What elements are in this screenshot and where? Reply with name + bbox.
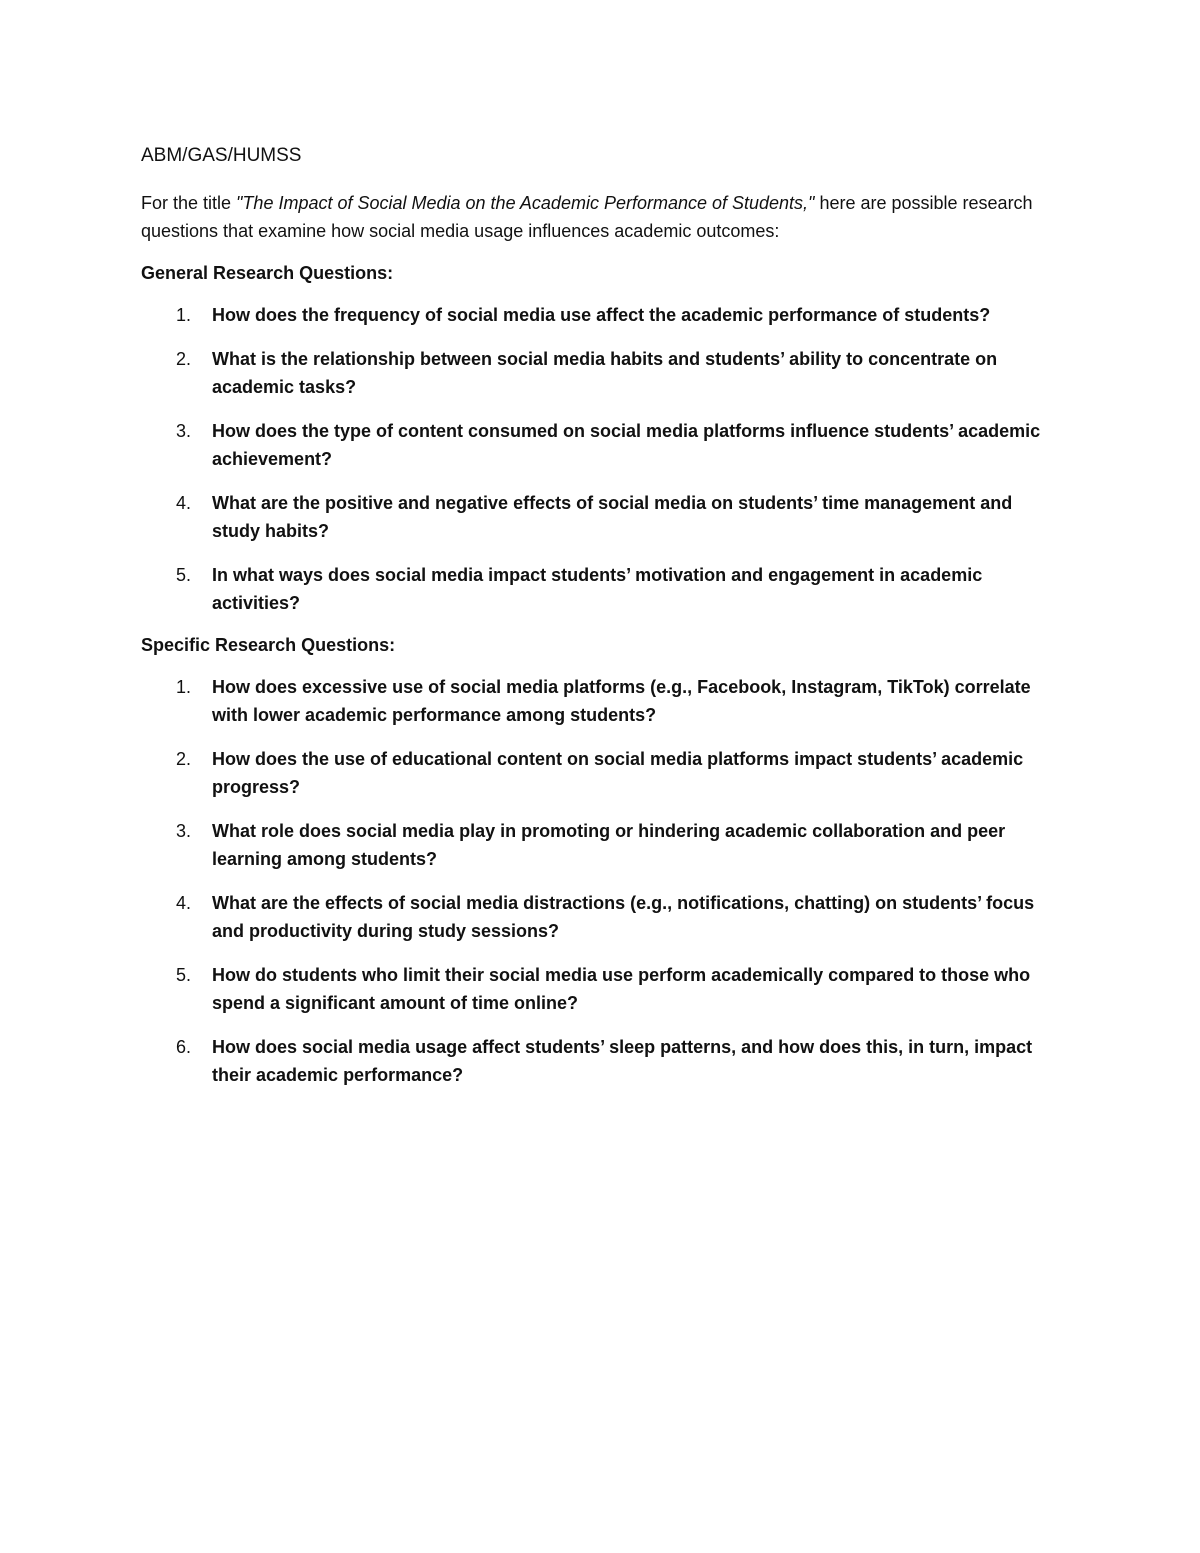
- question-text: How does social media usage affect students’ sleep patterns, and how does this, in turn, impact their academic performance?: [212, 1037, 1033, 1085]
- specific-questions-title: Specific Research Questions:: [141, 635, 396, 655]
- list-item: [141, 673, 1065, 729]
- list-number: 6.: [176, 1037, 192, 1057]
- general-questions-list: [141, 301, 1065, 617]
- intro-paragraph: [141, 189, 1065, 245]
- specific-questions-list: [141, 673, 1065, 1089]
- question-text: How does the frequency of social media use affect the academic performance of students?: [212, 305, 991, 325]
- intro-title: "The Impact of Social Media on the Academic Performance of Students,": [236, 193, 815, 213]
- list-number: 4.: [176, 893, 192, 913]
- list-item: [141, 961, 1065, 1017]
- list-number: 4.: [176, 493, 192, 513]
- list-item: [141, 889, 1065, 945]
- document-heading: ABM/GAS/HUMSS: [141, 145, 302, 166]
- list-number: 3.: [176, 821, 192, 841]
- list-number: 2.: [176, 749, 192, 769]
- intro-before: For the title: [141, 193, 237, 213]
- question-text: How does excessive use of social media platforms (e.g., Facebook, Instagram, TikTok) correlate with lower academic performance among students?: [212, 677, 1031, 725]
- list-number: 5.: [176, 965, 192, 985]
- list-number: 3.: [176, 421, 192, 441]
- question-text: How do students who limit their social media use perform academically compared to those who spend a significant amount of time online?: [212, 965, 1031, 1013]
- list-item: [141, 301, 1065, 329]
- list-number: 1.: [176, 305, 192, 325]
- list-item: [141, 489, 1065, 545]
- question-text: What is the relationship between social media habits and students’ ability to concentrate on academic tasks?: [212, 349, 998, 397]
- list-item: [141, 817, 1065, 873]
- question-text: How does the type of content consumed on social media platforms influence students’ academic achievement?: [212, 421, 1041, 469]
- question-text: What role does social media play in promoting or hindering academic collaboration and peer learning among students?: [212, 821, 1006, 869]
- question-text: How does the use of educational content on social media platforms impact students’ academic progress?: [212, 749, 1024, 797]
- list-item: [141, 345, 1065, 401]
- list-number: 1.: [176, 677, 192, 697]
- general-questions-title: General Research Questions:: [141, 263, 394, 283]
- list-item: [141, 417, 1065, 473]
- intro-after: here are possible research questions that examine how social media usage influences academic outcomes:: [141, 193, 1033, 241]
- list-item: [141, 745, 1065, 801]
- list-number: 2.: [176, 349, 192, 369]
- question-text: What are the effects of social media distractions (e.g., notifications, chatting) on students’ focus and productivity during study sessions?: [212, 893, 1035, 941]
- list-item: [141, 1033, 1065, 1089]
- question-text: In what ways does social media impact students’ motivation and engagement in academic activities?: [212, 565, 983, 613]
- list-number: 5.: [176, 565, 192, 585]
- list-item: [141, 561, 1065, 617]
- question-text: What are the positive and negative effects of social media on students’ time management and study habits?: [212, 493, 1013, 541]
